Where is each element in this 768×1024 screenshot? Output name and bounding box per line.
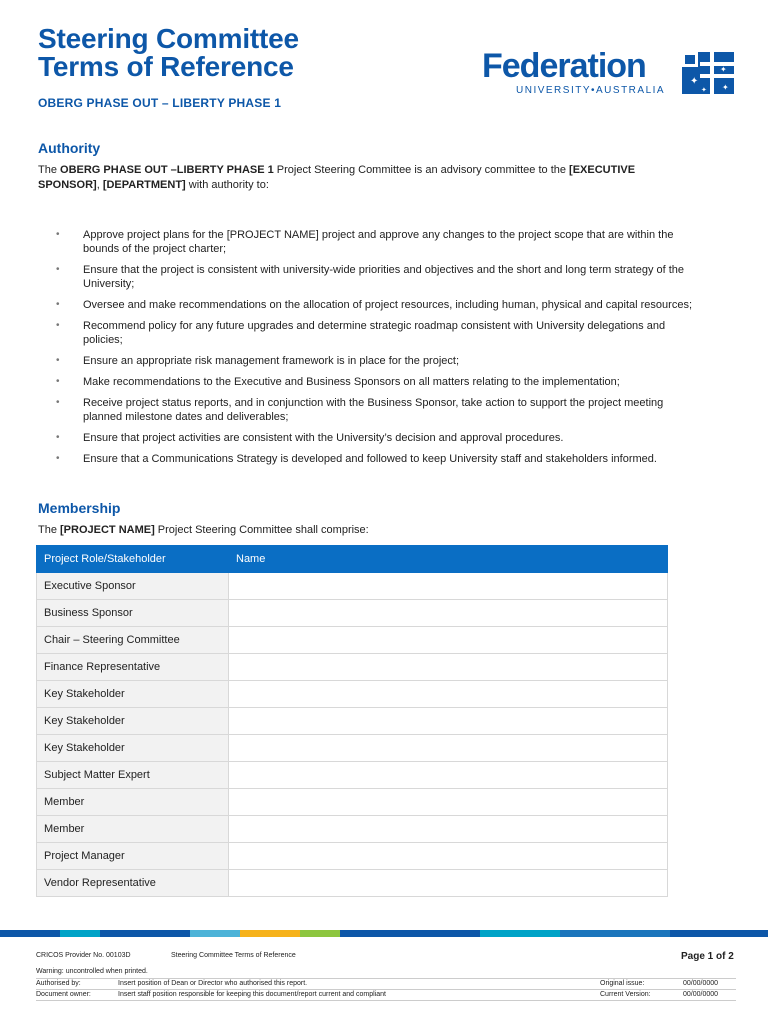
- membership-heading: Membership: [38, 500, 121, 516]
- bullet-text: Receive project status reports, and in conjunction with the Business Sponsor, take action to support the project meeting planned milestone dates and deliverables;: [83, 397, 664, 423]
- bullet-icon: •: [56, 299, 60, 310]
- name-cell[interactable]: [229, 870, 668, 897]
- original-issue-value: 00/00/0000: [683, 980, 719, 987]
- role-cell: Project Manager: [37, 843, 229, 870]
- stripe-segment: [60, 930, 100, 937]
- column-header-role: Project Role/Stakeholder: [37, 546, 229, 573]
- page-number: Page 1 of 2: [681, 951, 734, 962]
- stripe-segment: [300, 930, 340, 937]
- intro-text: Project Steering Committee is an advisory committee to the: [273, 164, 570, 176]
- svg-text:✦: ✦: [701, 86, 707, 94]
- bullet-icon: •: [56, 229, 60, 240]
- project-name-placeholder: [PROJECT NAME]: [60, 524, 155, 536]
- authority-bullet-item: [56, 319, 696, 347]
- name-cell[interactable]: [229, 681, 668, 708]
- logo-wordmark: Federation: [482, 47, 646, 85]
- doc-owner-value: Insert staff position responsible for keeping this document/report current and compliant: [118, 991, 386, 998]
- name-cell[interactable]: [229, 573, 668, 600]
- bullet-text: Oversee and make recommendations on the allocation of project resources, including human, physical and capital resources;: [83, 299, 692, 311]
- bullet-icon: •: [56, 320, 60, 331]
- footer-doc-title: Steering Committee Terms of Reference: [171, 952, 296, 959]
- table-row: [37, 816, 668, 843]
- role-cell: Subject Matter Expert: [37, 762, 229, 789]
- table-row: [37, 627, 668, 654]
- stripe-segment: [670, 930, 768, 937]
- authority-bullet-item: [56, 354, 696, 368]
- flag-icon: [682, 52, 734, 94]
- authority-bullet-item: [56, 375, 696, 389]
- footer-color-stripe: [0, 930, 768, 937]
- stripe-segment: [560, 930, 670, 937]
- footer-divider: [36, 978, 736, 979]
- title-line-2: Terms of Reference: [38, 51, 294, 82]
- role-cell: Member: [37, 816, 229, 843]
- bullet-icon: •: [56, 397, 60, 408]
- name-cell[interactable]: [229, 816, 668, 843]
- bullet-text: Recommend policy for any future upgrades and determine strategic roadmap consistent with University delegations and policies;: [83, 320, 666, 346]
- stripe-segment: [100, 930, 190, 937]
- authority-intro: [38, 163, 678, 193]
- footer-warning: Warning: uncontrolled when printed.: [36, 968, 148, 975]
- table-row: [37, 843, 668, 870]
- bullet-text: Ensure an appropriate risk management framework is in place for the project;: [83, 355, 460, 367]
- stripe-segment: [190, 930, 240, 937]
- stripe-segment: [240, 930, 300, 937]
- authority-bullet-item: [56, 228, 696, 256]
- authority-bullet-list: [56, 228, 696, 473]
- name-cell[interactable]: [229, 654, 668, 681]
- bullet-text: Ensure that a Communications Strategy is developed and followed to keep University staff and stakeholders informed.: [83, 453, 657, 465]
- svg-text:✦: ✦: [722, 83, 729, 92]
- svg-text:✦: ✦: [690, 76, 699, 87]
- current-version-label: Current Version:: [600, 991, 651, 998]
- table-row: [37, 681, 668, 708]
- bullet-icon: •: [56, 264, 60, 275]
- stripe-segment: [480, 930, 560, 937]
- role-cell: Finance Representative: [37, 654, 229, 681]
- authority-bullet-item: [56, 298, 696, 312]
- authority-bullet-item: [56, 396, 696, 424]
- name-cell[interactable]: [229, 789, 668, 816]
- table-header-row: [37, 546, 668, 573]
- doc-owner-label: Document owner:: [36, 991, 91, 998]
- logo-tagline: UNIVERSITY•AUSTRALIA: [516, 85, 666, 96]
- federation-logo: [482, 48, 734, 100]
- department-placeholder: [DEPARTMENT]: [102, 179, 186, 191]
- authority-heading: Authority: [38, 140, 101, 156]
- role-cell: Key Stakeholder: [37, 735, 229, 762]
- name-cell[interactable]: [229, 735, 668, 762]
- cricos-number: CRICOS Provider No. 00103D: [36, 952, 131, 959]
- authorised-by-value: Insert position of Dean or Director who authorised this report.: [118, 980, 308, 987]
- bullet-icon: •: [56, 453, 60, 464]
- role-cell: Chair – Steering Committee: [37, 627, 229, 654]
- membership-intro: [38, 523, 678, 538]
- role-cell: Member: [37, 789, 229, 816]
- stripe-segment: [0, 930, 60, 937]
- title-line-1: Steering Committee: [38, 23, 299, 54]
- authority-bullet-item: [56, 263, 696, 291]
- table-row: [37, 573, 668, 600]
- authority-bullet-item: [56, 452, 696, 466]
- authorised-by-label: Authorised by:: [36, 980, 81, 987]
- role-cell: Key Stakeholder: [37, 681, 229, 708]
- name-cell[interactable]: [229, 708, 668, 735]
- executive-sponsor-placeholder: [EXECUTIVE SPONSOR]: [38, 164, 636, 191]
- table-row: [37, 708, 668, 735]
- intro-text: The: [38, 524, 61, 536]
- bullet-text: Approve project plans for the [PROJECT NAME] project and approve any changes to the project scope that are within the bounds of the project charter;: [83, 229, 674, 255]
- original-issue-label: Original issue:: [600, 980, 645, 987]
- role-cell: Executive Sponsor: [37, 573, 229, 600]
- bullet-text: Ensure that project activities are consistent with the University’s decision and approval procedures.: [83, 432, 564, 444]
- intro-text: The: [38, 164, 61, 176]
- current-version-value: 00/00/0000: [683, 991, 719, 998]
- bullet-icon: •: [56, 355, 60, 366]
- table-row: [37, 654, 668, 681]
- table-row: [37, 735, 668, 762]
- name-cell[interactable]: [229, 627, 668, 654]
- footer-divider: [36, 1000, 736, 1001]
- bullet-icon: •: [56, 376, 60, 387]
- bullet-text: Make recommendations to the Executive and Business Sponsors on all matters relating to the implementation;: [83, 376, 620, 388]
- footer-divider: [36, 989, 736, 990]
- column-header-name: Name: [229, 546, 668, 573]
- role-cell: Vendor Representative: [37, 870, 229, 897]
- stripe-segment: [340, 930, 480, 937]
- membership-table: [36, 545, 668, 897]
- table-row: [37, 600, 668, 627]
- bullet-icon: •: [56, 432, 60, 443]
- name-cell[interactable]: [229, 843, 668, 870]
- svg-text:✦: ✦: [720, 65, 727, 74]
- project-name-bold: OBERG PHASE OUT –LIBERTY PHASE 1: [60, 164, 274, 176]
- table-row: [37, 870, 668, 897]
- subtitle: OBERG PHASE OUT – LIBERTY PHASE 1: [38, 96, 282, 110]
- table-row: [37, 789, 668, 816]
- name-cell[interactable]: [229, 762, 668, 789]
- role-cell: Key Stakeholder: [37, 708, 229, 735]
- intro-text: with authority to:: [185, 179, 269, 191]
- intro-text: Project Steering Committee shall comprise:: [154, 524, 369, 536]
- role-cell: Business Sponsor: [37, 600, 229, 627]
- name-cell[interactable]: [229, 600, 668, 627]
- authority-bullet-item: [56, 431, 696, 445]
- table-row: [37, 762, 668, 789]
- intro-text: ,: [96, 179, 103, 191]
- bullet-text: Ensure that the project is consistent with university-wide priorities and objectives and the short and long term strategy of the University;: [83, 264, 685, 290]
